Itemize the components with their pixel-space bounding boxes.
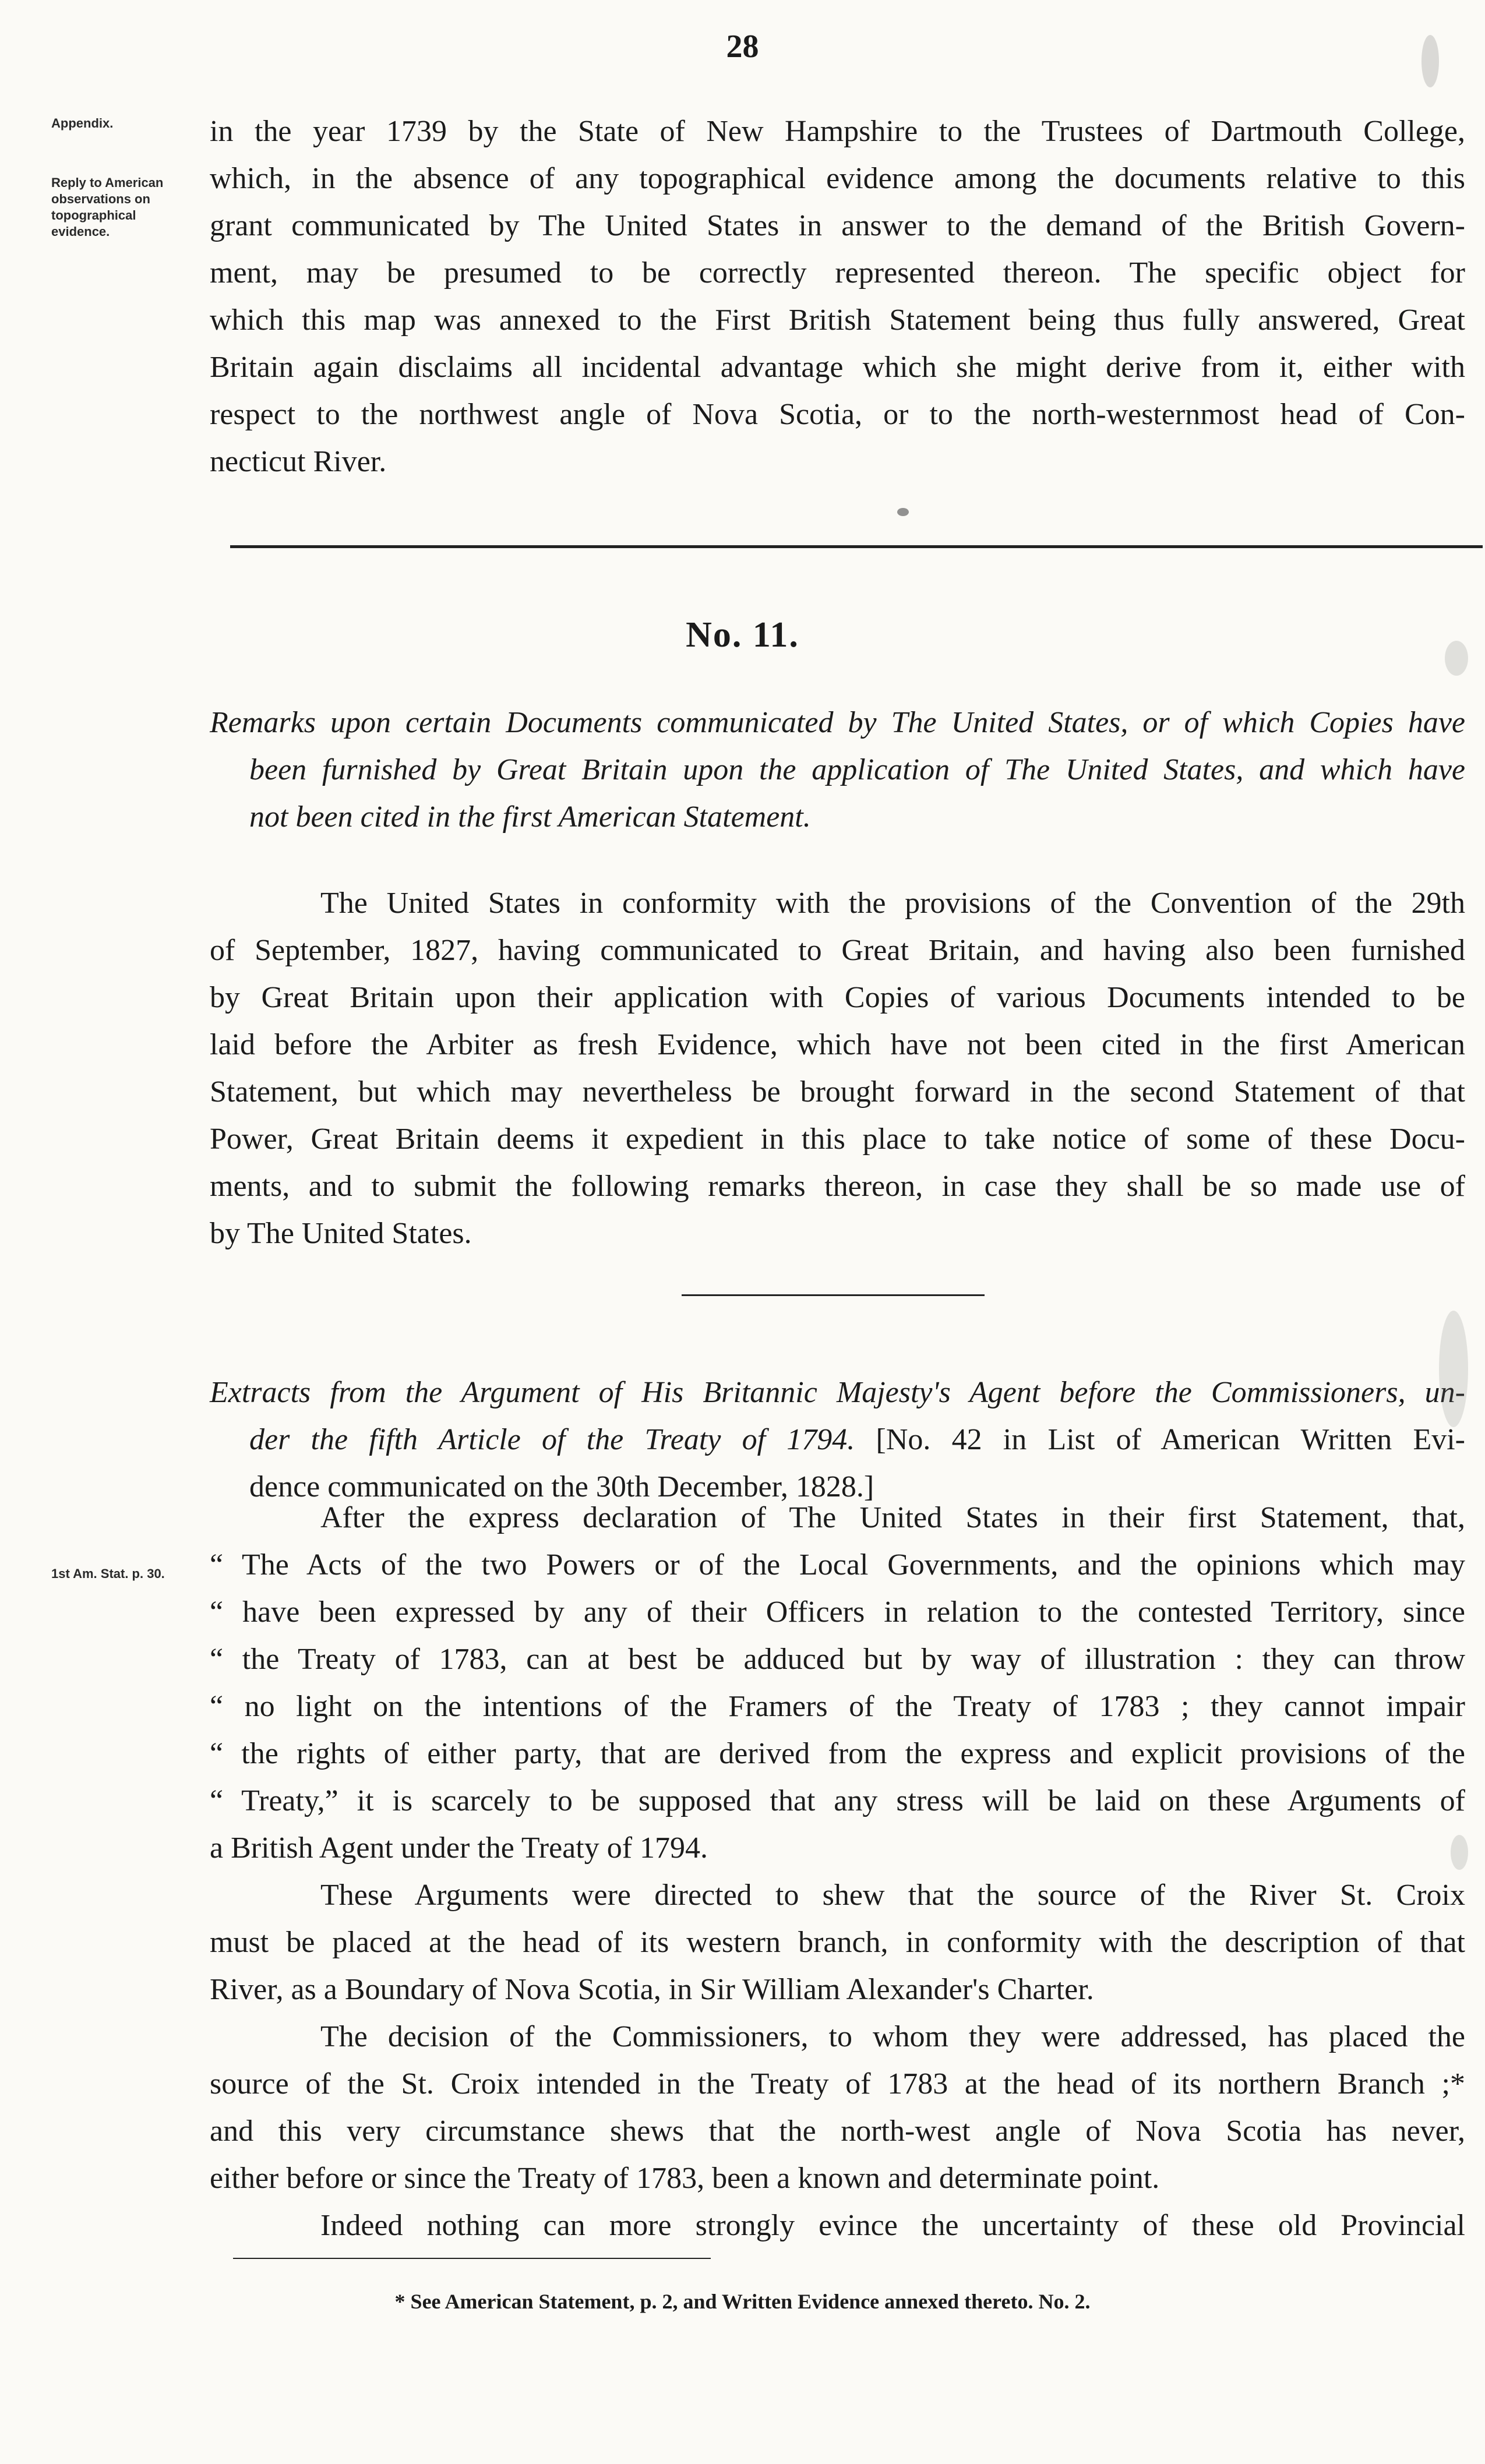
text-line: Remarks upon certain Documents communicated by The United States, or of which Copies have [210, 706, 1465, 739]
text-line: source of the St. Croix intended in the Treaty of 1783 at the head of its northern Branch ;* [210, 2067, 1465, 2101]
footnote-divider [233, 2258, 711, 2259]
text-line: After the express declaration of The United States in their first Statement, that, [320, 1501, 1465, 1534]
text-line: “ the rights of either party, that are derived from the express and explicit provisions of the [210, 1737, 1465, 1770]
text-line: “ The Acts of the two Powers or of the Local Governments, and the opinions which may [210, 1548, 1465, 1582]
text-line: dence communicated on the 30th December, 1828.] [249, 1470, 874, 1503]
text-span: der the fifth Article of the Treaty of 1794. [249, 1423, 855, 1456]
paragraph-4 [210, 1872, 1465, 2013]
text-line: Statement, but which may nevertheless be brought forward in the second Statement of that [210, 1075, 1465, 1109]
text-line: Power, Great Britain deems it expedient in this place to take notice of some of these Docu- [210, 1122, 1465, 1156]
text-line: River, as a Boundary of Nova Scotia, in Sir William Alexander's Charter. [210, 1973, 1094, 2006]
text-line: necticut River. [210, 445, 387, 478]
short-divider [682, 1294, 985, 1296]
text-line: by The United States. [210, 1217, 472, 1250]
scan-noise [1439, 1311, 1468, 1427]
page-number: 28 [726, 29, 759, 65]
text-line: and this very circumstance shews that the north-west angle of Nova Scotia has never, [210, 2114, 1465, 2148]
paragraph-5 [210, 2013, 1465, 2202]
text-line: “ the Treaty of 1783, can at best be adduced but by way of illustration : they can throw [210, 1643, 1465, 1676]
text-line: The decision of the Commissioners, to whom they were addressed, has placed the [320, 2020, 1465, 2053]
text-line: Indeed nothing can more strongly evince the uncertainty of these old Provincial [320, 2209, 1465, 2242]
section-divider [230, 545, 1483, 548]
text-line: “ no light on the intentions of the Framers of the Treaty of 1783 ; they cannot impair [210, 1690, 1465, 1723]
text-line: of September, 1827, having communicated to Great Britain, and having also been furnished [210, 934, 1465, 967]
margin-note-reference: 1st Am. Stat. p. 30. [51, 1566, 165, 1581]
text-line: Extracts from the Argument of His Britannic Majesty's Agent before the Commissioners, un- [210, 1376, 1465, 1409]
text-line: laid before the Arbiter as fresh Evidence, which have not been cited in the first American [210, 1028, 1465, 1061]
remarks-title [210, 699, 1465, 841]
scan-noise [1451, 1835, 1468, 1870]
section-heading: No. 11. [686, 615, 799, 655]
text-line: a British Agent under the Treaty of 1794. [210, 1831, 708, 1865]
text-line: in the year 1739 by the State of New Hampshire to the Trustees of Dartmouth College, [210, 115, 1465, 148]
text-line: These Arguments were directed to shew that the source of the River St. Croix [320, 1879, 1465, 1912]
paragraph-3 [210, 1494, 1465, 1872]
text-line: Britain again disclaims all incidental advantage which she might derive from it, either with [210, 351, 1465, 384]
text-line: The United States in conformity with the provisions of the Convention of the 29th [320, 887, 1465, 920]
text-line: grant communicated by The United States in answer to the demand of the British Govern- [210, 209, 1465, 242]
text-line: “ Treaty,” it is scarcely to be supposed that any stress will be laid on these Arguments of [210, 1784, 1465, 1817]
text-line: by Great Britain upon their application with Copies of various Documents intended to be [210, 981, 1465, 1014]
text-line: respect to the northwest angle of Nova Scotia, or to the north-westernmost head of Con- [210, 398, 1465, 431]
scan-noise [897, 508, 909, 516]
paragraph-2 [210, 880, 1465, 1257]
text-line: been furnished by Great Britain upon the application of The United States, and which have [249, 753, 1465, 786]
margin-note-reply: Reply to American observations on topographical evidence. [51, 175, 164, 239]
extracts-title [210, 1369, 1465, 1510]
margin-note-appendix: Appendix. [51, 116, 114, 130]
text-line: not been cited in the first American Statement. [249, 800, 811, 834]
text-line [210, 1416, 1465, 1463]
scan-noise [1445, 641, 1468, 676]
text-line: ment, may be presumed to be correctly represented thereon. The specific object for [210, 256, 1465, 290]
text-line: which this map was annexed to the First British Statement being thus fully answered, Great [210, 303, 1465, 337]
footnote: * See American Statement, p. 2, and Written Evidence annexed thereto. No. 2. [394, 2290, 1091, 2313]
paragraph-1 [210, 108, 1465, 485]
text-line: “ have been expressed by any of their Officers in relation to the contested Territory, since [210, 1595, 1465, 1629]
text-line: ments, and to submit the following remarks thereon, in case they shall be so made use of [210, 1170, 1465, 1203]
text-line: which, in the absence of any topographical evidence among the documents relative to this [210, 162, 1465, 195]
paragraph-6 [210, 2202, 1465, 2249]
text-span: [No. 42 in List of American Written Evi- [855, 1423, 1465, 1456]
text-line: either before or since the Treaty of 1783, been a known and determinate point. [210, 2162, 1160, 2195]
text-line: must be placed at the head of its western branch, in conformity with the description of that [210, 1926, 1465, 1959]
scan-noise [1421, 35, 1439, 87]
